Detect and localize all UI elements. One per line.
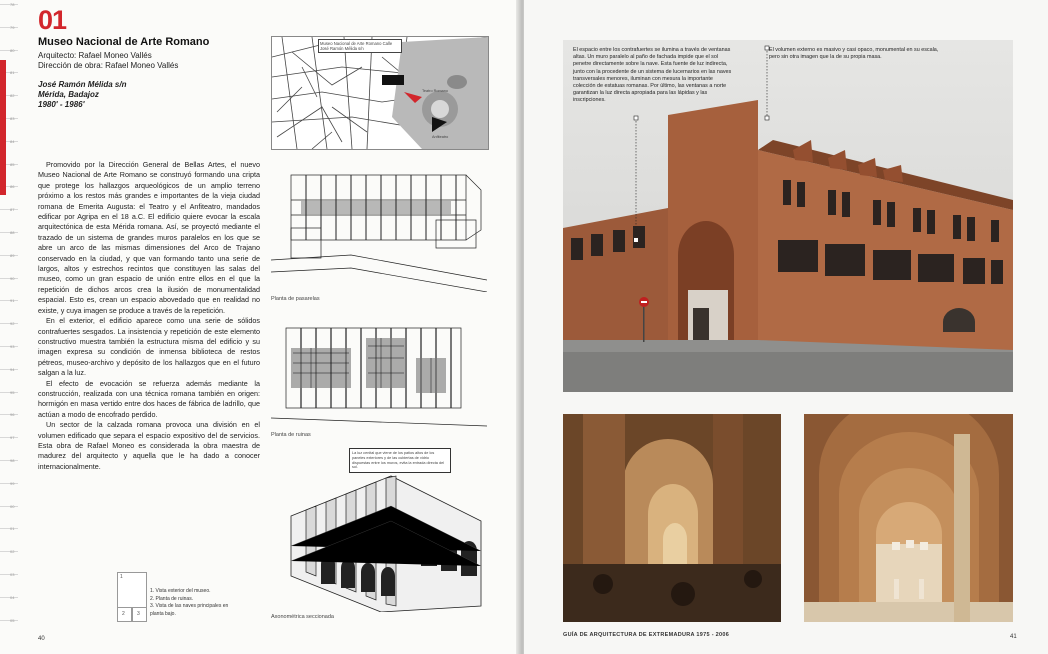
- interior-photo-arches: [804, 414, 1013, 622]
- entry-number: 01: [38, 5, 67, 35]
- map-label-theatre: Teatro Romano: [422, 89, 448, 93]
- city-line: Mérida, Badajoz: [38, 90, 99, 99]
- ruler-tick: 98: [0, 460, 18, 461]
- ruler-tick: 91: [0, 300, 18, 301]
- ruler-tick: 84: [0, 141, 18, 142]
- body-paragraph: Un sector de la calzada romana provoca una división en el volumen edificado que separa el espacio expositivo del de servicios. Esta obra de Rafael Moneo es considerada la obra maestra de madurez del arquitecto y aquella que le ha dado a conocer internacionalmente.: [38, 420, 260, 471]
- ruins-plan: [271, 318, 487, 430]
- interior-photo-nave: [563, 414, 781, 622]
- ruler-tick: 80: [0, 50, 18, 51]
- axonometric-section: [271, 446, 487, 612]
- body-paragraph: En el exterior, el edificio aparece como una serie de sólidos contrafuertes sesgados. La insistencia y repetición de este elemento constructivo muestra también la estructura misma del edificio y su imagen expresa su condición de inmensa biblioteca de restos pétreos, museo-archivo y depósito de los hallazgos que en el futuro salgan a la luz.: [38, 316, 260, 378]
- key-box-1: 1: [117, 572, 147, 608]
- ruler-tick: 03: [0, 574, 18, 575]
- page-title: Museo Nacional de Arte Romano: [38, 36, 210, 48]
- left-page-number: 40: [38, 636, 45, 642]
- map-label: Museo Nacional de Arte Romano Calle José Ramón Mélida s/n: [318, 39, 402, 53]
- ruler-tick: 83: [0, 118, 18, 119]
- years-line: 1980' - 1986': [38, 100, 85, 109]
- ruler-tick: 05: [0, 620, 18, 621]
- map-label-amphitheatre: Anfiteatro: [432, 135, 449, 139]
- ruler-tick: 78: [0, 4, 18, 5]
- key-box-2: 2: [117, 607, 132, 622]
- axonometric-caption: Axonométrica seccionada: [271, 614, 334, 620]
- ruler-tick: 04: [0, 597, 18, 598]
- plan2-caption: Planta de ruinas: [271, 432, 311, 438]
- key-box-3: 3: [132, 607, 147, 622]
- ruler-tick: 01: [0, 528, 18, 529]
- ruler-tick: 93: [0, 346, 18, 347]
- right-page: [524, 0, 1048, 654]
- location-map: [271, 36, 489, 150]
- ruler-tick: 95: [0, 392, 18, 393]
- ruler-tick: 87: [0, 209, 18, 210]
- ruler-tick: 89: [0, 255, 18, 256]
- ruler-tick: 79: [0, 27, 18, 28]
- ruler-tick: 88: [0, 232, 18, 233]
- body-text: [38, 160, 260, 472]
- ruler-highlight: [0, 60, 6, 195]
- ruler-tick: 00: [0, 506, 18, 507]
- figure-key-legend: 1. Vista exterior del museo. 2. Planta de ruinas. 3. Vista de las naves principales en planta bajo.: [150, 588, 229, 617]
- ruler-tick: 92: [0, 323, 18, 324]
- annotation-leaders: [524, 0, 1048, 400]
- walkway-plan: [271, 160, 487, 292]
- book-footer: GUÍA DE ARQUITECTURA DE EXTREMADURA 1975 - 2006: [563, 632, 730, 638]
- ruler-tick: 94: [0, 369, 18, 370]
- direction-line: Dirección de obra: Rafael Moneo Vallés: [38, 61, 179, 70]
- ruler-tick: 99: [0, 483, 18, 484]
- ruler-tick: 97: [0, 437, 18, 438]
- ruler-tick: 02: [0, 551, 18, 552]
- mass-annotation: El volumen externo es masivo y casi opaco, monumental en su escala, pero sin otra imagen que la de su propia masa.: [769, 47, 939, 61]
- architect-line: Arquitecto: Rafael Moneo Vallés: [38, 51, 152, 60]
- ruler-tick: 90: [0, 278, 18, 279]
- ruler-tick: 82: [0, 95, 18, 96]
- ruler-tick: 81: [0, 72, 18, 73]
- address-line: José Ramón Mélida s/n: [38, 80, 127, 89]
- axonometric-note: La luz cenital que viene de los patios altos de los paneles exteriores y de las cubiertas de vidrio dispuestas entre los muros, evita la entrada directa del sol.: [349, 448, 451, 473]
- ruler-tick: 96: [0, 414, 18, 415]
- right-page-number: 41: [1010, 634, 1017, 640]
- plan1-caption: Planta de pasarelas: [271, 296, 320, 302]
- light-annotation: El espacio entre los contrafuertes se ilumina a través de ventanas altas. Un muro paralelo al paño de fachada impide que el sol penetre directamente sobre la nave. Esta fuente de luz indirecta, junto con la procedente de un sistema de lucernarios en las naves transversales menores, iluminan con mesura la importante colección de estatuas romanas. Por último, las ventanas a norte garantizan la luz directa apropiada para las lápidas y las inscripciones.: [573, 47, 732, 104]
- ruler-tick: 85: [0, 164, 18, 165]
- ruler-tick: 86: [0, 186, 18, 187]
- left-page: [0, 0, 520, 654]
- body-paragraph: Promovido por la Dirección General de Bellas Artes, el nuevo Museo Nacional de Arte Romano se construyó formando una cripta que protege los hallazgos arqueológicos de un amplio terreno próximo a los restos más grandes e importantes de la vieja ciudad romana de Emerita Augusta: el Teatro y el Anfiteatro, mandados edificar por Agripa en el 18 a.C. El edificio quiere evocar la escala arquitectónica de esta Mérida romana. Así, se proyectó mediante el trazado de un sistema de grandes muros paralelos en los que se abre un arco de las mismas dimensiones del Arco de Trajano conservado en la ciudad, y que van formando tanto una serie de largos, altos y estrechos recintos que constituyen las salas del museo, como un gran espacio de unión entre ellos en el que la repetición de dichos arcos crea la ilusión de monumentalidad espacial. Esto es, crean un espacio abovedado que en realidad no existe, y cuya imagen se produce a través de la repetición.: [38, 160, 260, 315]
- body-paragraph: El efecto de evocación se refuerza además mediante la construcción, realizada con una técnica romana también en origen: hormigón en masa vertido entre dos haces de fábrica de ladrillo, que actúan a modo de encofrado perdido.: [38, 378, 260, 419]
